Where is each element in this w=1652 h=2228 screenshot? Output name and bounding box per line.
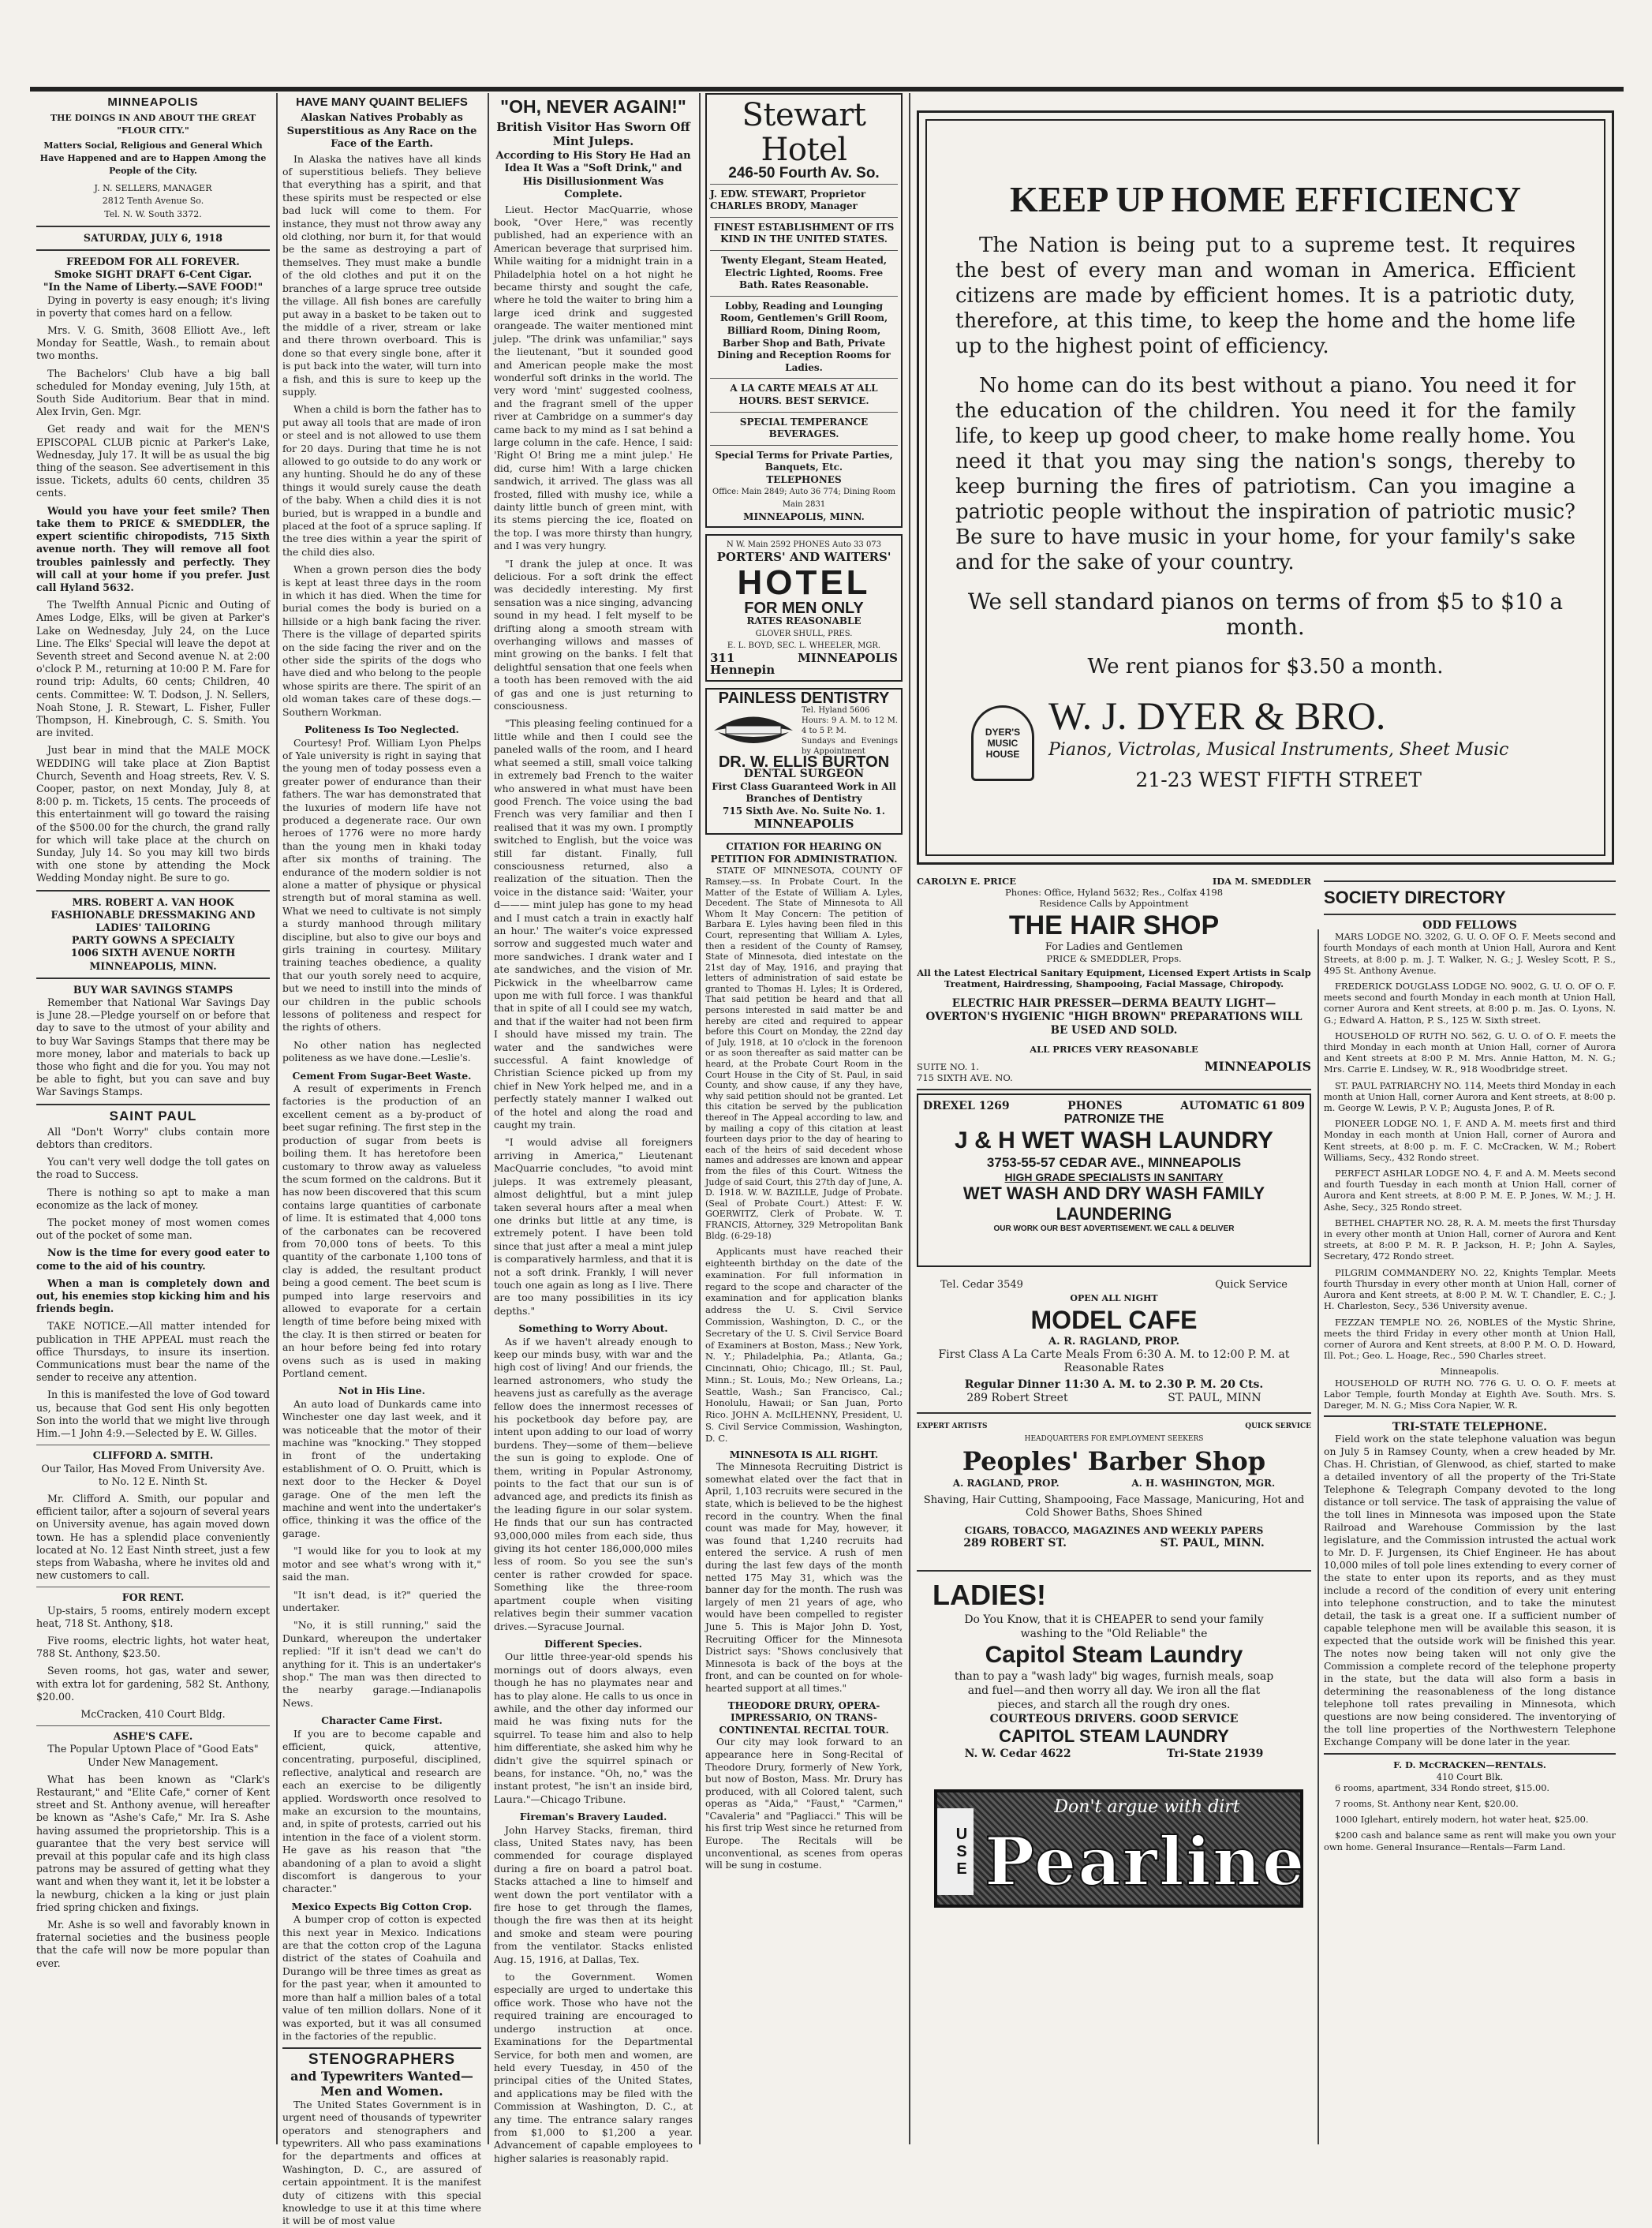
paragraph: All "Don't Worry" clubs contain more debtors than creditors. [36, 1125, 270, 1151]
laundry-phones [923, 1100, 1305, 1112]
text: N W. Main 2592 PHONES Auto 33 073 [726, 540, 882, 550]
text: PRICE & SMEDDLER, Props. [1046, 953, 1182, 964]
dyer-products: Pianos, Victrolas, Musical Instruments, Sheet Music [1048, 740, 1509, 760]
text: GLOVER SHULL, PRES. [755, 629, 853, 638]
text: PORTERS' AND WAITERS' [716, 549, 891, 564]
stewart-title: Stewart Hotel [742, 97, 866, 168]
paragraph: Remember that National War Savings Day is June 28.—Pledge yourself on or before that day to save to the utmost of your ability and to buy War Savings Stamps that there may be more money, labor and materials to back up those who fight and die for you. You may not be able to fight, but you can save and buy War Savings Stamps. [36, 996, 270, 1098]
text: MINNEAPOLIS [1204, 1059, 1311, 1074]
vanhook-line: 1006 SIXTH AVENUE NORTH [70, 947, 236, 959]
text: CAPITOL STEAM LAUNDRY [999, 1726, 1229, 1746]
column-divider [488, 93, 489, 2144]
paragraph: The Twelfth Annual Picnic and Outing of Ames Lodge, Elks, will be given at Parker's Lake on Wednesday, July 24, on the Luce Line. The Elks' Special will leave the depot at Seventh street and Second avenue N. at 2:00 o'clock P. M., returning at 10:00 P. M. Fare for round trip: Adults, 60 cents; Children, 40 cents. Committee: W. T. Dodson, J. N. Sellers, Noah Stone, J. R. Stewart, L. Fisher, Fuller Thompson, H. Kinebrough, C. S. Smith. You are invited. [36, 599, 270, 739]
text: For Ladies and Gentlemen [1045, 941, 1183, 953]
column-mint-julep [494, 93, 693, 2207]
laundry-title: J & H WET WASH LAUNDRY [955, 1127, 1273, 1153]
text: ELECTRIC HAIR PRESSER—DERMA BEAUTY LIGHT—OVERTON'S HYGIENIC "HIGH BROWN" PREPARATIONS WILL BE USED AND SOLD. [925, 997, 1303, 1037]
manager: J. N. SELLERS, MANAGER [94, 183, 212, 194]
cigar-line: Smoke SIGHT DRAFT 6-Cent Cigar. [54, 268, 252, 281]
lodge-listing: MARS LODGE NO. 3202, G. U. O. OF O. F. Meets second and fourth Mondays of each month at Union Hall, Aurora and Kent Streets, at 8:00 p. m. J. T. Walker, N. G.; J. Wesley Scott, P. S., 495 St. Anthony Avenue. [1324, 931, 1616, 976]
freedom-line: FREEDOM FOR ALL FOREVER. [66, 256, 240, 268]
hair-owners [917, 876, 1311, 887]
paragraph: Field work on the state telephone valuation was begun on July 5 in Ramsey County, when a crew headed by Mr. Chas. H. Christian, of Glenwood, as chief, started to make a detailed inventory of all the property of the Tri-State Telephone & Telegraph Company devoted to the long distance or toll service. The task of appraising the value of the toll lines in Minnesota was imposed upon the State Railroad and Warehouse Commission by the last legislature, and the Commission intrusted the actual work to Mr. D. F. Jurgensen, its Chief Engineer. He has about 10,000 miles of toll pole lines extending to every corner of the state to enter upon its reports, and as they must include a record of the condition of every unit entering into telephone construction, and to take the minutest detail, the task is a great one. If a sufficient number of capable telephone men will be available this season, it is expected that the outside work will be finished this year. The notes now being taken will not only give the Commission a complete record of the telephone property in the state, but the data will also form a basis in determining the reasonableness of the long distance telephone toll rates prevailing in Minnesota, which questions are now being considered. The inventorying of the toll line properties of the Northwestern Telephone Exchange Company will be done later in the year. [1324, 1433, 1616, 1748]
text: RATES REASONABLE [746, 615, 862, 627]
column-divider [1317, 929, 1319, 2144]
paragraph: The Bachelors' Club have a big ball scheduled for Monday evening, July 15th, at South Side Auditorium. Bear that in mind. Alex Irvin, Gen. Mgr. [36, 367, 270, 418]
text: ST. PAUL, MINN. [1160, 1537, 1265, 1550]
paragraph: "I would like for you to look at my motor and see what's wrong with it," said the man. [282, 1545, 481, 1583]
text: SPECIAL TEMPERANCE BEVERAGES. [739, 416, 869, 440]
barber-top [917, 1420, 1311, 1433]
paragraph: Dying in poverty is easy enough; it's living in poverty that comes hard on a fellow. [36, 293, 270, 319]
lodge-listing: HOUSEHOLD OF RUTH NO. 776 G. U. O. O. F. meets at Labor Temple, fourth Monday at Eighth Ave. South. Mrs. S. Dareger, M. N. G.; Miss Cora Napier, W. R. [1324, 1377, 1616, 1411]
stewart-proprietor: J. EDW. STEWART, Proprietor [710, 188, 866, 200]
dentistry-hours [802, 705, 898, 757]
porters-hotel-ad [705, 534, 903, 682]
text: DR. W. ELLIS BURTON [718, 753, 890, 771]
text: A. H. WASHINGTON, MGR. [1131, 1478, 1276, 1489]
vanhook-line: PARTY GOWNS A SPECIALTY [71, 934, 235, 947]
paragraph: Applicants must have reached their eighteenth birthday on the date of the examination. For full information in regard to the scope and character of the examination and for application blanks address the U. S. Civil Service Commission, Washington, D. C., or the Secretary of the U. S. Civil Service Board of Examiners at Boston, Mass.; New York, N. Y.; Philadelphia, Pa.; Atlanta, Ga.; Cincinnati, Ohio; Chicago, Ill.; St. Paul, Minn.; St. Louis, Mo.; New Orleans, La.; Seattle, Wash.; San Francisco, Cal.; Honolulu, Hawaii; or San Juan, Porto Rico. JOHN A. McILHENNY, President, U. S. Civil Service Commission, Washington, D. C. [705, 1246, 903, 1444]
paragraph: A bumper crop of cotton is expected this next year in Mexico. Indications are that the cotton crop of the Laguna district of the states of Coahuila and Durango will be three times as great as for the past year, when it amounted to more than half a million bales of a total value of ten million dollars. None of it was exported, but it was all consumed in the factories of the republic. [282, 1913, 481, 2042]
column-divider [276, 93, 278, 2144]
text: Tel. Hyland 5606 [802, 705, 870, 715]
article-headline: HAVE MANY QUAINT BELIEFS [296, 95, 468, 109]
paragraph: "I would advise all foreigners arriving in America," Lieutenant MacQuarrie concludes, "to avoid mint juleps. It was extremely pleasant, almost delightful, but a mint julep taken several hours after a meal when one drinks but little at any time, is extremely potent. I have been told since that just after a meal a mint julep is comparatively harmless, and that it is not a soft drink. Frankly, I will never touch one again as long as I live. There are too many possibilities in its icy depths." [494, 1136, 693, 1317]
column-hotels [705, 93, 903, 2207]
text: FINEST ESTABLISHMENT OF ITS KIND IN THE UNITED STATES. [713, 221, 895, 245]
capitol-headline: LADIES! [933, 1579, 1046, 1611]
ashe-header: ASHE'S CAFE. [113, 1730, 193, 1743]
lodge-listing: FREDERICK DOUGLASS LODGE NO. 9002, G. U. O. OF O. F. meets second and fourth Monday in each month at Union Hall, corner Aurora and Kent streets, at 8:00 p. m. Jas. O. Lyons, N. G.; Edward A. Hatton, P. S., 125 W. Sixth street. [1324, 981, 1616, 1026]
pearline-tagline: Don't argue with dirt [1054, 1797, 1240, 1817]
paragraph: 7 rooms, St. Anthony near Kent, $20.00. [1335, 1797, 1519, 1809]
paragraph: "No, it is still running," said the Dunkard, whereupon the undertaker replied: "If it isn't dead we can't do anything for it. This is an undertaker's shop." The man was then directed to the nearby garage.—Indianapolis News. [282, 1619, 481, 1709]
paragraph: An auto load of Dunkards came into Winchester one day last week, and it was noticeable that the motor of their machine was "knocking." They stopped in front of the undertaking establishment of O. O. Pruitt, which is next door to the Hecker & Doyel garage. One of the men left the machine and went into the undertaker's office, thinking it was the office of the garage. [282, 1397, 481, 1539]
pearline-ad [934, 1789, 1306, 1908]
paragraph: What has been known as "Clark's Restaurant," and "Elite Cafe," corner of Kent street and St. Anthony avenue, will hereafter be known as "Ashe's Cafe," Mr. Ira S. Ashe having assumed the proprietorship. This is a guarantee that the very best service will prevail at this popular cafe and its high class patrons may be assured of getting what they want and when they want it, let it be lobster a la newburg, chicken a la king or just plain fried spring chicken and fixings. [36, 1773, 270, 1913]
cafe-top [917, 1278, 1311, 1292]
article-headline: Not in His Line. [338, 1385, 425, 1397]
article-headline: Politeness Is Too Neglected. [305, 723, 459, 736]
paragraph: Seven rooms, hot gas, water and sewer, with extra lot for gardening, 582 St. Anthony, $20.00. [36, 1665, 270, 1703]
dyer-music-house-logo: DYER'S MUSIC HOUSE [971, 705, 1034, 781]
article-headline: Fireman's Bravery Lauded. [519, 1811, 667, 1823]
dyer-headline: KEEP UP HOME EFFICIENCY [1010, 179, 1521, 219]
dyer-inner [925, 119, 1605, 856]
article-headline: THEODORE DRURY, OPERA-IMPRESSARIO, ON TRANS-CONTINENTAL RECITAL TOUR. [719, 1699, 889, 1736]
text: Tel. Cedar 3549 [940, 1279, 1023, 1291]
text: A LA CARTE MEALS AT ALL HOURS. BEST SERVICE. [730, 383, 878, 406]
paragraph: Now is the time for every good eater to come to the aid of his country. [36, 1247, 270, 1272]
dentistry-ad [705, 688, 903, 835]
paragraph: In Alaska the natives have all kinds of superstitious beliefs. They believe that everything has a spirit, and that these spirits must be respected or else bad luck will come to them. For instance, they must not throw away any old clothing, nor burn it, for that would be the same as destroying a part of themselves. They must make a bundle of the old clothes and put it on the branches of a large spruce tree outside the village. All fish bones are carefully put away in a basket to be taken out to the middle of a river, stream or lake and there thrown overboard. This is done so that every single bone, after it is put back into the water, will turn into a fish, and this is sure to keep up the supply. [282, 152, 481, 398]
paragraph: $200 cash and balance same as rent will make you own your own home. General Insurance—Rentals—Farm Land. [1324, 1830, 1616, 1852]
barber-props [917, 1477, 1311, 1490]
text: than to pay a "wash lady" big wages, furnish meals, soap and fuel—and then worry all day. We iron all the flat pieces, and starch all the rough dry ones. [954, 1670, 1274, 1711]
column-divider [699, 93, 701, 2144]
text: Lobby, Reading and Lounging Room, Gentlemen's Grill Room, Billiard Room, Dining Room, Barber Shop and Bath, Private Dining and Reception Rooms for Ladies. [717, 300, 891, 373]
text: MINNEAPOLIS, MINN. [743, 510, 865, 522]
pearline-use: USE [937, 1808, 974, 1895]
dentistry-row [710, 705, 898, 757]
vanhook-name: MRS. ROBERT A. VAN HOOK [72, 895, 234, 908]
lodge-listing: PILGRIM COMMANDERY NO. 22, Knights Templar. Meets fourth Thursday in every other month at Union Hall, corner of Aurora and Kent streets, at 8:00 P. M. W. T. Chandler, E. C.; J. H. Charleston, Secy., 536 University avenue. [1324, 1266, 1616, 1312]
lodge-listing: HOUSEHOLD OF RUTH NO. 562, G. U. O. of O. F. meets the third Monday in each month at Union Hall, corner of Aurora and Kent streets at 8:00 P. M. Mrs. Annie Hatton, M. N. G.; Mrs. Carrie E. Lindsey, W. R., 918 Woodbridge street. [1324, 1030, 1616, 1075]
text: 410 Court Blk. [1436, 1770, 1504, 1782]
paragraph: You can't very well dodge the toll gates on the road to Success. [36, 1156, 270, 1181]
war-stamps-header: BUY WAR SAVINGS STAMPS [73, 983, 234, 996]
column-quaint-beliefs [282, 93, 481, 2227]
text: First Class A La Carte Meals From 6:30 A. M. to 12:00 P. M. at Reasonable Rates [938, 1348, 1290, 1374]
text: SUITE NO. 1. [917, 1061, 979, 1072]
article-headline: TRI-STATE TELEPHONE. [1392, 1421, 1548, 1434]
text: COURTEOUS DRIVERS. GOOD SERVICE [989, 1713, 1239, 1725]
issue-date: SATURDAY, JULY 6, 1918 [83, 231, 223, 244]
paragraph: There is nothing so apt to make a man economize as the lack of money. [36, 1186, 270, 1211]
rent-header: FOR RENT. [121, 1591, 185, 1604]
text: QUICK SERVICE [1245, 1422, 1311, 1430]
save-food-line: "In the Name of Liberty.—SAVE FOOD!" [43, 281, 263, 293]
paragraph: Our Tailor, Has Moved From University Ave. to No. 12 E. Ninth St. [41, 1462, 265, 1487]
text: ODD FELLOWS [1422, 919, 1517, 932]
article-headline: CITATION FOR HEARING ON PETITION FOR ADMINISTRATION. [710, 841, 898, 865]
paragraph: Our city may look forward to an appearance here in Song-Recital of Theodore Drury, formerly of New York, but now of Boston, Mass. Mr. Drury has produced, with all Colored talent, such operas as "Aida," "Faust," "Carmen," "Cavaleria" and "Pagliacci." This will be his first trip West since he returned from Europe. The Recitals will be unconventional, as scenes from operas will be sung in costume. [705, 1736, 903, 1871]
dyer-brand [955, 693, 1575, 793]
text: TELEPHONES [766, 473, 842, 485]
text: A. RAGLAND, PROP. [952, 1478, 1060, 1489]
society-directory-column [1324, 876, 1616, 2138]
paragraph: Lieut. Hector MacQuarrie, whose book, "Over Here," was recently published, had an experience with an American beverage that surprised him. While waiting for a midnight train in a Philadelphia hotel on a hot night he became thirsty and sought the cafe, where he told the waiter to bring him a large iced drink and suggested orangeade. The waiter mentioned mint julep. "The drink was unfamiliar," says the lieutenant, "but it sounded good and American people make the most wonderful soft drinks in the world. The very word 'mint' suggested coolness, and the fragrant smell of the upper river at Cambridge on a summer's day came back to my mind as I sat behind a large column in the cafe. Hence, I said: 'Right O! Bring me a mint julep.' He did, curse him! With a large chicken sandwich, it arrived. The glass was all frosted, filled with mushy ice, while a dainty little bunch of green mint, with its stems piercing the ice, floated on the top. I was more thirsty than hungry, and I was very hungry. [494, 203, 693, 552]
barber-title: Peoples' Barber Shop [962, 1446, 1266, 1476]
column-minneapolis [36, 93, 270, 2207]
text: Phones: Office, Hyland 5632; Res., Colfax 4198 [1004, 887, 1224, 898]
article-headline: Something to Worry About. [518, 1322, 668, 1335]
dyer-address: 21-23 WEST FIFTH STREET [1135, 768, 1422, 791]
section-header-minneapolis: MINNEAPOLIS [107, 95, 199, 109]
text: First Class Guaranteed Work in All Branches of Dentistry [712, 780, 896, 805]
paragraph: "It isn't dead, is it?" queried the undertaker. [282, 1588, 481, 1613]
text: DENTAL SURGEON [743, 768, 865, 781]
stewart-manager: CHARLES BRODY, Manager [710, 200, 858, 212]
text: 311 Hennepin [710, 650, 776, 678]
pearline-logo: Pearline [985, 1822, 1306, 1901]
paragraph: TAKE NOTICE.—All matter intended for publication in THE APPEAL must reach the office Thursdays, to insure its insertion. Communications must bear the name of the sender to receive any attention. [36, 1320, 270, 1384]
paragraph: McCracken, 410 Court Bldg. [80, 1707, 226, 1720]
paragraph: Courtesy! Prof. William Lyon Phelps of Yale university is right in saying that the young men of today possess even a greater power of endurance than their fathers. The war has demonstrated that the luxuries of modern life have not produced a degenerate race. Our own heroes of 1776 were no more hardy than the young men in khaki today after six months of training. The endurance of the modern soldier is not alone a matter of physique or physical strength but of moral stamina as well. What we need to cultivate is not simply a sturdy manhood through military discipline, but also to give our boys and girls training in courtesy. Military training teaches obedience, a quality that our youth sorely need to acquire, but we need to instill into the minds of our children in the public schools lessons of politeness and respect for the rights of others. [282, 736, 481, 1034]
text: IDA M. SMEDDLER [1212, 876, 1311, 887]
article-headline: F. D. McCRACKEN—RENTALS. [1393, 1759, 1546, 1771]
paragraph: 6 rooms, apartment, 334 Rondo street, $15.00. [1335, 1781, 1550, 1793]
capitol-laundry-ad [917, 1578, 1311, 1775]
text: CAROLYN E. PRICE [917, 876, 1017, 887]
text: Sundays and Evenings by Appointment [802, 736, 898, 756]
smith-header: CLIFFORD A. SMITH. [92, 1449, 214, 1462]
dyer-brand-text [1048, 693, 1508, 793]
text: Office: Main 2849; Auto 36 774; Dining Room Main 2831 [712, 488, 895, 510]
text: Quick Service [1215, 1279, 1288, 1291]
paragraph: Mrs. V. G. Smith, 3608 Elliott Ave., left Monday for Seattle, Wash., to remain about two months. [36, 324, 270, 362]
text: 715 SIXTH AVE. NO. [917, 1072, 1013, 1083]
subheader-desc: Matters Social, Religious and General Which Have Happened and are to Happen Among the People of the City. [39, 140, 267, 177]
text: OUR WORK OUR BEST ADVERTISEMENT. WE CALL & DELIVER [993, 1224, 1235, 1233]
paragraph: A result of experiments in French factories is the production of an excellent cement as a by-product of beet sugar refining. The first step in the production of sugar from beets is boiling them. It has heretofore been customary to throw away as valueless the scum formed on the caldrons. But it has now been discovered that this scum contains large quantities of carbonate of lime. It is estimated that 4,000 tons of the carbonates can be recovered from 70,000 tons of beets. To this quantity of the carbonate 1,100 tons of clay is added, the resultant product being a good cement. The beet scum is pumped into large reservoirs and allowed to evaporate for a certain length of time before being mixed with the clay. It is then stirred or beaten for an hour before being fed into rotary ovens such as is used in making Portland cement. [282, 1082, 481, 1379]
text: AUTOMATIC 61 809 [1180, 1100, 1305, 1112]
paragraph: 1000 Iglehart, entirely modern, hot water heat, $25.00. [1335, 1814, 1589, 1826]
article-headline: Mexico Expects Big Cotton Crop. [291, 1900, 473, 1912]
vanhook-line: MINNEAPOLIS, MINN. [89, 959, 217, 972]
paragraph: We sell standard pianos on terms of from $5 to $10 a month. [967, 589, 1564, 640]
text: Special Terms for Private Parties, Banquets, Etc. [715, 449, 893, 473]
column-divider [909, 93, 910, 2144]
paragraph: The pocket money of most women comes out of the pocket of some man. [36, 1217, 270, 1242]
paragraph: Would you have your feet smile? Then take them to PRICE & SMEDDLER, the expert scientific chiropodists, 715 Sixth avenue north. They will remove all foot troubles painlessly and perfectly. They will call at your home if you prefer. Just call Hyland 5632. [36, 504, 270, 593]
lodge-listing: PERFECT ASHLAR LODGE NO. 4, F. and A. M. Meets second and fourth Tuesday in each month at Union Hall, corner of Aurora and Kent streets, at 8:00 P. M. E. P. Jones, W. M.; J. H. Ashe, Secy., 325 Rondo street. [1324, 1168, 1616, 1213]
text: Do You Know, that it is CHEAPER to send your family washing to the "Old Reliable" the [964, 1613, 1264, 1640]
dyer-piano-ad [917, 110, 1614, 865]
paragraph: STATE OF MINNESOTA, COUNTY OF Ramsey.—ss. In Probate Court. In the Matter of the Estate of William A. Lyles, Decedent. The State of Minnesota to All Whom It May Concern: The petition of Barbara E. Lyles having been filed in this Court, representing that William A. Lyles, then a resident of the County of Ramsey, State of Minnesota, died intestate on the 21st day of May, 1916, and praying that letters of administration of said estate be granted to Thomas H. Lyles; It is Ordered, That said petition be heard and that all persons interested in said matter be and hereby are cited and required to appear before this Court on Monday, the 22nd day of July, 1918, at 10 o'clock in the forenoon or as soon thereafter as said matter can be heard, at the Probate Court Room in the Court House in the City of St. Paul, in said County, and show cause, if any they have, why said petition should not be granted. Let this citation be served by the publication thereof in The Appeal according to law, and by mailing a copy of this citation at least fourteen days prior to the day of hearing to each of the heirs of said decedent whose names and addresses are known and appear from the files of this Court. Witness the Judge of said Court, this 27th day of June, A. D. 1918. W. W. BAZILLE, Judge of Probate. (Seal of Probate Court.) Attest: F. W. GOERWITZ, Clerk of Probate. W. T. FRANCIS, Attorney, 329 Metropolitan Bank Bldg. (6-29-18) [705, 865, 903, 1241]
paragraph: "This pleasing feeling continued for a little while and then I could see the paneled walls of the room, and I heard what seemed a still, small voice talking in extremely bad French to the waiter who answered in what must have been good French. The voice using the bad French was very familiar and then I realised that it was my own. I promptly switched to English, but the voice was still far distant. Finally, full consciousness returned, also a realization of the situation. Then the voice in the distance said: 'Waiter, your d——— mint julep has gone to my head and I must catch a train in exactly half an hour.' The waiter's voice expressed sorrow and suggested much water and more sandwiches. I drank water and I ate sandwiches, and the vision of Mr. Pickwick in the wheelbarrow came upon me with full force. I was thankful that in spite of all I could see my watch, and that if the waiter had not been firm I should have missed my train. The water and the sandwiches were successful. A faint knowledge of Christian Science picked up from my chief in New York helped me, and in a perfectly stately manner I walked out of the hotel and along the road and caught my train. [494, 717, 693, 1131]
text: A. R. RAGLAND, PROP. [1048, 1336, 1179, 1348]
paragraph: The Popular Uptown Place of "Good Eats" Under New Management. [47, 1743, 259, 1768]
manager-phone: Tel. N. W. South 3372. [104, 208, 202, 219]
lodge-listing: PIONEER LODGE NO. 1, F. AND A. M. meets first and third Monday in each month at Union Hall, corner of Aurora and Kent streets, at 8:00 p. m. F. C. McCracken, W. M.; Robert Williams, Secy., 432 Rondo street. [1324, 1118, 1616, 1163]
paragraph: When a child is born the father has to put away all tools that are made of iron or steel and is not allowed to use them for 20 days. During that time he is not allowed to go outside to do any work or any hunting. Should he do any of these things it would surely cause the death of the baby. When a child dies it is not buried, but is wrapped in a bundle and placed at the foot of a spruce sapling. If the tree dies within a year the spirit of the child dies also. [282, 403, 481, 558]
stenographers-subhead: and Typewriters Wanted—Men and Women. [290, 2068, 473, 2099]
text: Twenty Elegant, Steam Heated, Electric Lighted, Rooms. Free Bath. Rates Reasonable. [720, 254, 888, 291]
text: OPEN ALL NIGHT [1070, 1293, 1158, 1303]
article-headline: Cement From Sugar-Beet Waste. [292, 1069, 472, 1082]
paragraph: Get ready and wait for the MEN'S EPISCOPAL CLUB picnic at Parker's Lake, Wednesday, July 17. It will be as usual the big thing of the season. See advertisement in this issue. Tickets, adults 60 cents, children 35 cents. [36, 423, 270, 499]
paragraph: When a grown person dies the body is kept at least three days in the room in which it has died. When the time for burial comes the body is buried on a hillside or a high bank facing the river. There is the village of departed spirits on the side facing the river and on the other side the spirits of the dogs who have died and who belong to the people whose spirits are there. The spirit of an old woman takes care of these dogs.—Southern Workman. [282, 563, 481, 718]
paragraph: Mr. Clifford A. Smith, our popular and efficient tailor, after a sojourn of several years on University avenue, has again moved down town. He has a splendid place conveniently located at No. 12 East Ninth street, just a few steps from Wabasha, where he invites old and new customers to call. [36, 1492, 270, 1582]
text: N. W. Cedar 4622 [964, 1748, 1071, 1760]
paragraph: John Harvey Stacks, fireman, third class, United States navy, has been commended for courage displayed during a fire on board a patrol boat. Stacks attached a line to himself and went down the port ventilator with a fire hose to get through the flames, though the fire was then at its height and smoke and steam were pouring from the ventilator. Stacks enlisted Aug. 15, 1916, at Dallas, Tex. [494, 1823, 693, 1965]
paragraph: No home can do its best without a piano. You need it for the education of the children. You need it for the family life, to keep up good cheer, to make home really home. You need it that you may sing the nation's songs, thereby to keep burning the fires of patriotism. Can you imagine a patriotic people without the inspiration of patriotic music? Be sure to have music in your home, for your family's sake and for the sake of your country. [955, 374, 1575, 574]
text: MINNEAPOLIS [798, 650, 898, 665]
text: PATRONIZE THE [1063, 1112, 1164, 1126]
stewart-address: 246-50 Fourth Av. So. [728, 165, 880, 181]
paragraph: Our little three-year-old spends his mornings out of doors always, even though he has no playmates near and has to play alone. He calls to us once in awhile, and the other day informed our maid he was fixing nuts for the squirrel. To tease him and also to help him differentiate, she asked him why he didn't give the squirrel spinach or beans, for instance. "Oh, no," was the instant protest, "he isn't an inside bird, Laura."—Chicago Tribune. [494, 1650, 693, 1805]
text: ALL PRICES VERY REASONABLE [1030, 1044, 1198, 1055]
hair-title: THE HAIR SHOP [1008, 910, 1220, 940]
article-subhead: British Visitor Has Sworn Off Mint Juleps. [496, 120, 690, 148]
paragraph: Up-stairs, 5 rooms, entirely modern except heat, 718 St. Anthony, $18. [36, 1604, 270, 1629]
lodge-listing: BETHEL CHAPTER NO. 28, R. A. M. meets the first Thursday in every other month at Union Hall, corner of Aurora and Kent streets, at 8:00 P. M. R. P. Jackson, H. P.; John A. Sayles, Secretary, 472 Rondo street. [1324, 1217, 1616, 1262]
text: WET WASH AND DRY WASH FAMILY LAUNDERING [962, 1183, 1265, 1224]
paragraph: We rent pianos for $3.50 a month. [1087, 655, 1444, 678]
capitol-name: Capitol Steam Laundry [985, 1642, 1243, 1668]
paragraph: If you are to become capable and efficient, quick, attentive, concentrating, purposeful, disciplined, reflective, analytical and research are each an exercise to be diligently applied. Wordsworth once resolved to make an excursion to the mountains, and, in spite of protests, carried out his intention in the face of a violent storm. He gave as his reason that "the abandoning of a plan to avoid a slight discomfort is dangerous to your character." [282, 1727, 481, 1895]
subheader: THE DOINGS IN AND ABOUT THE GREAT "FLOUR CITY." [50, 113, 256, 136]
vanhook-line: FASHIONABLE DRESSMAKING AND LADIES' TAILORING [50, 908, 256, 933]
text: 3753-55-57 CEDAR AVE., MINNEAPOLIS [986, 1155, 1242, 1170]
article-headline: Different Species. [544, 1637, 642, 1650]
dentistry-title: PAINLESS DENTISTRY [718, 690, 890, 707]
society-header: SOCIETY DIRECTORY [1324, 888, 1506, 907]
text: Shaving, Hair Cutting, Shampooing, Face Massage, Manicuring, Hot and Cold Shower Baths, Shoes Shined [923, 1494, 1305, 1519]
barber-shop-ad [917, 1420, 1311, 1572]
text: DREXEL 1269 [923, 1100, 1010, 1112]
text: CIGARS, TOBACCO, MAGAZINES AND WEEKLY PAPERS [964, 1525, 1264, 1536]
article-subhead: According to His Story He Had an Idea It Was a "Soft Drink," and His Disillusionment Was Complete. [495, 150, 691, 201]
article-headline: MINNESOTA IS ALL RIGHT. [729, 1449, 879, 1460]
capitol-phones [917, 1747, 1311, 1761]
paragraph: No other nation has neglected politeness as we have done.—Leslie's. [282, 1038, 481, 1064]
wet-wash-laundry-ad [917, 1093, 1311, 1267]
paragraph: When a man is completely down and out, his enemies stop kicking him and his friends begin. [36, 1277, 270, 1315]
text: E. L. BOYD, SEC. L. WHEELER, MGR. [727, 641, 881, 651]
page-top-rule [30, 87, 1624, 92]
paragraph: to the Government. Women especially are urged to undertake this office work. Those who have not the required training are encouraged to undergo instruction at once. Examinations for the Departmental Service, for both men and women, are held every Tuesday, in 450 of the principal cities of the United States, and applications may be filed with the Commission at Washington, D. C., at any time. The entrance salary ranges from $1,000 to $1,200 a year. Advancement of capable employees to higher salaries is reasonably rapid. [494, 1971, 693, 2164]
text: ST. PAUL, MINN [1168, 1392, 1261, 1404]
text: 715 Sixth Ave. No. Suite No. 1. [723, 805, 885, 817]
paragraph: As if we haven't already enough to keep our minds busy, with war and the high cost of living! And our friends, the learned astronomers, who study the heavens just as carefully as the average fellow does the innermost recesses of his pocketbook day before pay, are intent upon adding to our load of worry burdens. They—some of them—believe the sun is going to explode. One of them, writing in Popular Astronomy, points to the fact that our sun is of advanced age, and predicts its finish as the leading figure in our solar system. He finds that our sun has contracted 93,000,000 miles from each side, thus giving its hot center 186,000,000 miles less of room. So you see the sun's center is rather crowded for space. Something like the three-room apartment couple when visiting relatives begin their summer vacation drives.—Syracuse Journal. [494, 1335, 693, 1632]
manager-address: 2812 Tenth Avenue So. [102, 196, 204, 207]
text: Regular Dinner 11:30 A. M. to 2.30 P. M. 20 Cts. [964, 1378, 1264, 1391]
hair-shop-ad [917, 876, 1311, 1090]
article-subhead: Alaskan Natives Probably as Superstitious as Any Race on the Face of the Earth. [286, 112, 477, 151]
paragraph: The United States Government is in urgent need of thousands of typewriter operators and stenographers and typewriters. All who pass examinations for the departments and offices at Washington, D. C., are assured of certain appointment. It is the manifest duty of citizens with this special knowledge to use it at this time where it will be of most value [282, 2098, 481, 2227]
paragraph: Mr. Ashe is so well and favorably known in fraternal societies and the business people that the cafe will now be more popular than ever. [36, 1919, 270, 1969]
paragraph: The Minnesota Recruiting District is somewhat elated over the fact that in April, 1,103 recruits were secured in the state, which is believed to be the highest record in the country. When the final count was made for May, however, it was found that 1,240 recruits had entered the service. A rush of men during the last few days of the month netted 175 May 31, which was the banner day for the month. The rush was largely of men 21 years of age, who would have been compelled to register June 5. This is Major John D. Yost, Recruiting Officer for the Minnesota District says: "Shows conclusively that Minnesota is back of the boys at the front, and can be counted on for whole-hearted support at all times." [705, 1461, 903, 1694]
text: Minneapolis. [1440, 1366, 1500, 1378]
porters-title: HOTEL [737, 563, 871, 603]
cafe-title: MODEL CAFE [1030, 1306, 1198, 1334]
text: MINNEAPOLIS [753, 816, 854, 831]
paragraph: "I drank the julep at once. It was delicious. For a soft drink the effect was decidedly interesting. My first sensation was a nice singing, advancing sound in my head. I felt myself to be drifting along a smooth stream with overhanging willows and masses of mint growing on the banks. I felt that delightful sensation that one feels when a tooth has been removed with the aid of gas and one is just returning to consciousness. [494, 557, 693, 712]
text: EXPERT ARTISTS [917, 1422, 988, 1430]
stewart-hotel-ad [705, 93, 903, 528]
teeth-icon [710, 707, 797, 754]
text: Tri-State 21939 [1166, 1748, 1264, 1760]
article-headline: Character Came First. [321, 1714, 443, 1727]
text: All the Latest Electrical Sanitary Equipment, Licensed Expert Artists in Scalp Treatment, Hairdressing, Shampooing, Facial Massage, Chiropody. [917, 967, 1311, 989]
text: 289 Robert Street [966, 1392, 1068, 1404]
porters-footer [710, 652, 898, 677]
text: Hours: 9 A. M. to 12 M. 4 to 5 P. M. [802, 716, 898, 735]
hair-footer [917, 1061, 1311, 1083]
text: FOR MEN ONLY [744, 600, 864, 618]
model-cafe-ad [917, 1278, 1311, 1414]
dyer-name: W. J. DYER & BRO. [1048, 693, 1386, 738]
lodge-listing: ST. PAUL PATRIARCHY NO. 114, Meets third Monday in each month at Union Hall, corner Aurora and Kent streets, at 8:00 p. m. George W. Lewis, P. V. P.; Augusta Jones, P. of R. [1324, 1079, 1616, 1114]
text: PHONES [1067, 1100, 1123, 1112]
paragraph: In this is manifested the love of God toward us, because that God sent His only begotten Son into the world that we might live through Him.—1 John 4:9.—Selected by E. W. Gilles. [36, 1389, 270, 1440]
article-headline: "OH, NEVER AGAIN!" [500, 96, 686, 117]
text: HEADQUARTERS FOR EMPLOYMENT SEEKERS [1024, 1435, 1204, 1443]
text: Residence Calls by Appointment [1039, 898, 1189, 909]
hair-suite [917, 1061, 1013, 1083]
cafe-footer [917, 1392, 1311, 1405]
lodge-listing: FEZZAN TEMPLE NO. 26, NOBLES of the Mystic Shrine, meets the third Friday in every other month at Union Hall, corner of Aurora and Kent streets, at 8:00 P. M. O. D. Howard, Ill. Pot.; Geo. L. Hoage, Rec., 590 Charles street. [1324, 1316, 1616, 1362]
paragraph: The Nation is being put to a supreme test. It requires the best of every man and woman in America. Efficient citizens are made by efficient homes. It is a patriotic duty, therefore, at this time, to keep the home and the home life up to the highest point of efficiency. [955, 234, 1575, 358]
text: 289 ROBERT ST. [963, 1537, 1067, 1550]
section-header-saint-paul: SAINT PAUL [109, 1108, 197, 1123]
text: HIGH GRADE SPECIALISTS IN SANITARY [1004, 1171, 1224, 1183]
paragraph: Five rooms, electric lights, hot water heat, 788 St. Anthony, $23.50. [36, 1634, 270, 1660]
stenographers-headline: STENOGRAPHERS [308, 2051, 456, 2069]
paragraph: Just bear in mind that the MALE MOCK WEDDING will take place at Zion Baptist Church, Seventh and Hoag streets, Rev. V. S. Cooper, pastor, on next Monday, July 8, at 8:00 p. m. Tickets, 15 cents. The proceeds of this entertainment will go toward the raising of the $500.00 for the church, the grand rally for which will take place at the church on Sunday, July 14. So you may kill two birds with one stone by attending the Mock Wedding Monday night. Be sure to go. [36, 744, 270, 884]
barber-footer [917, 1537, 1311, 1550]
